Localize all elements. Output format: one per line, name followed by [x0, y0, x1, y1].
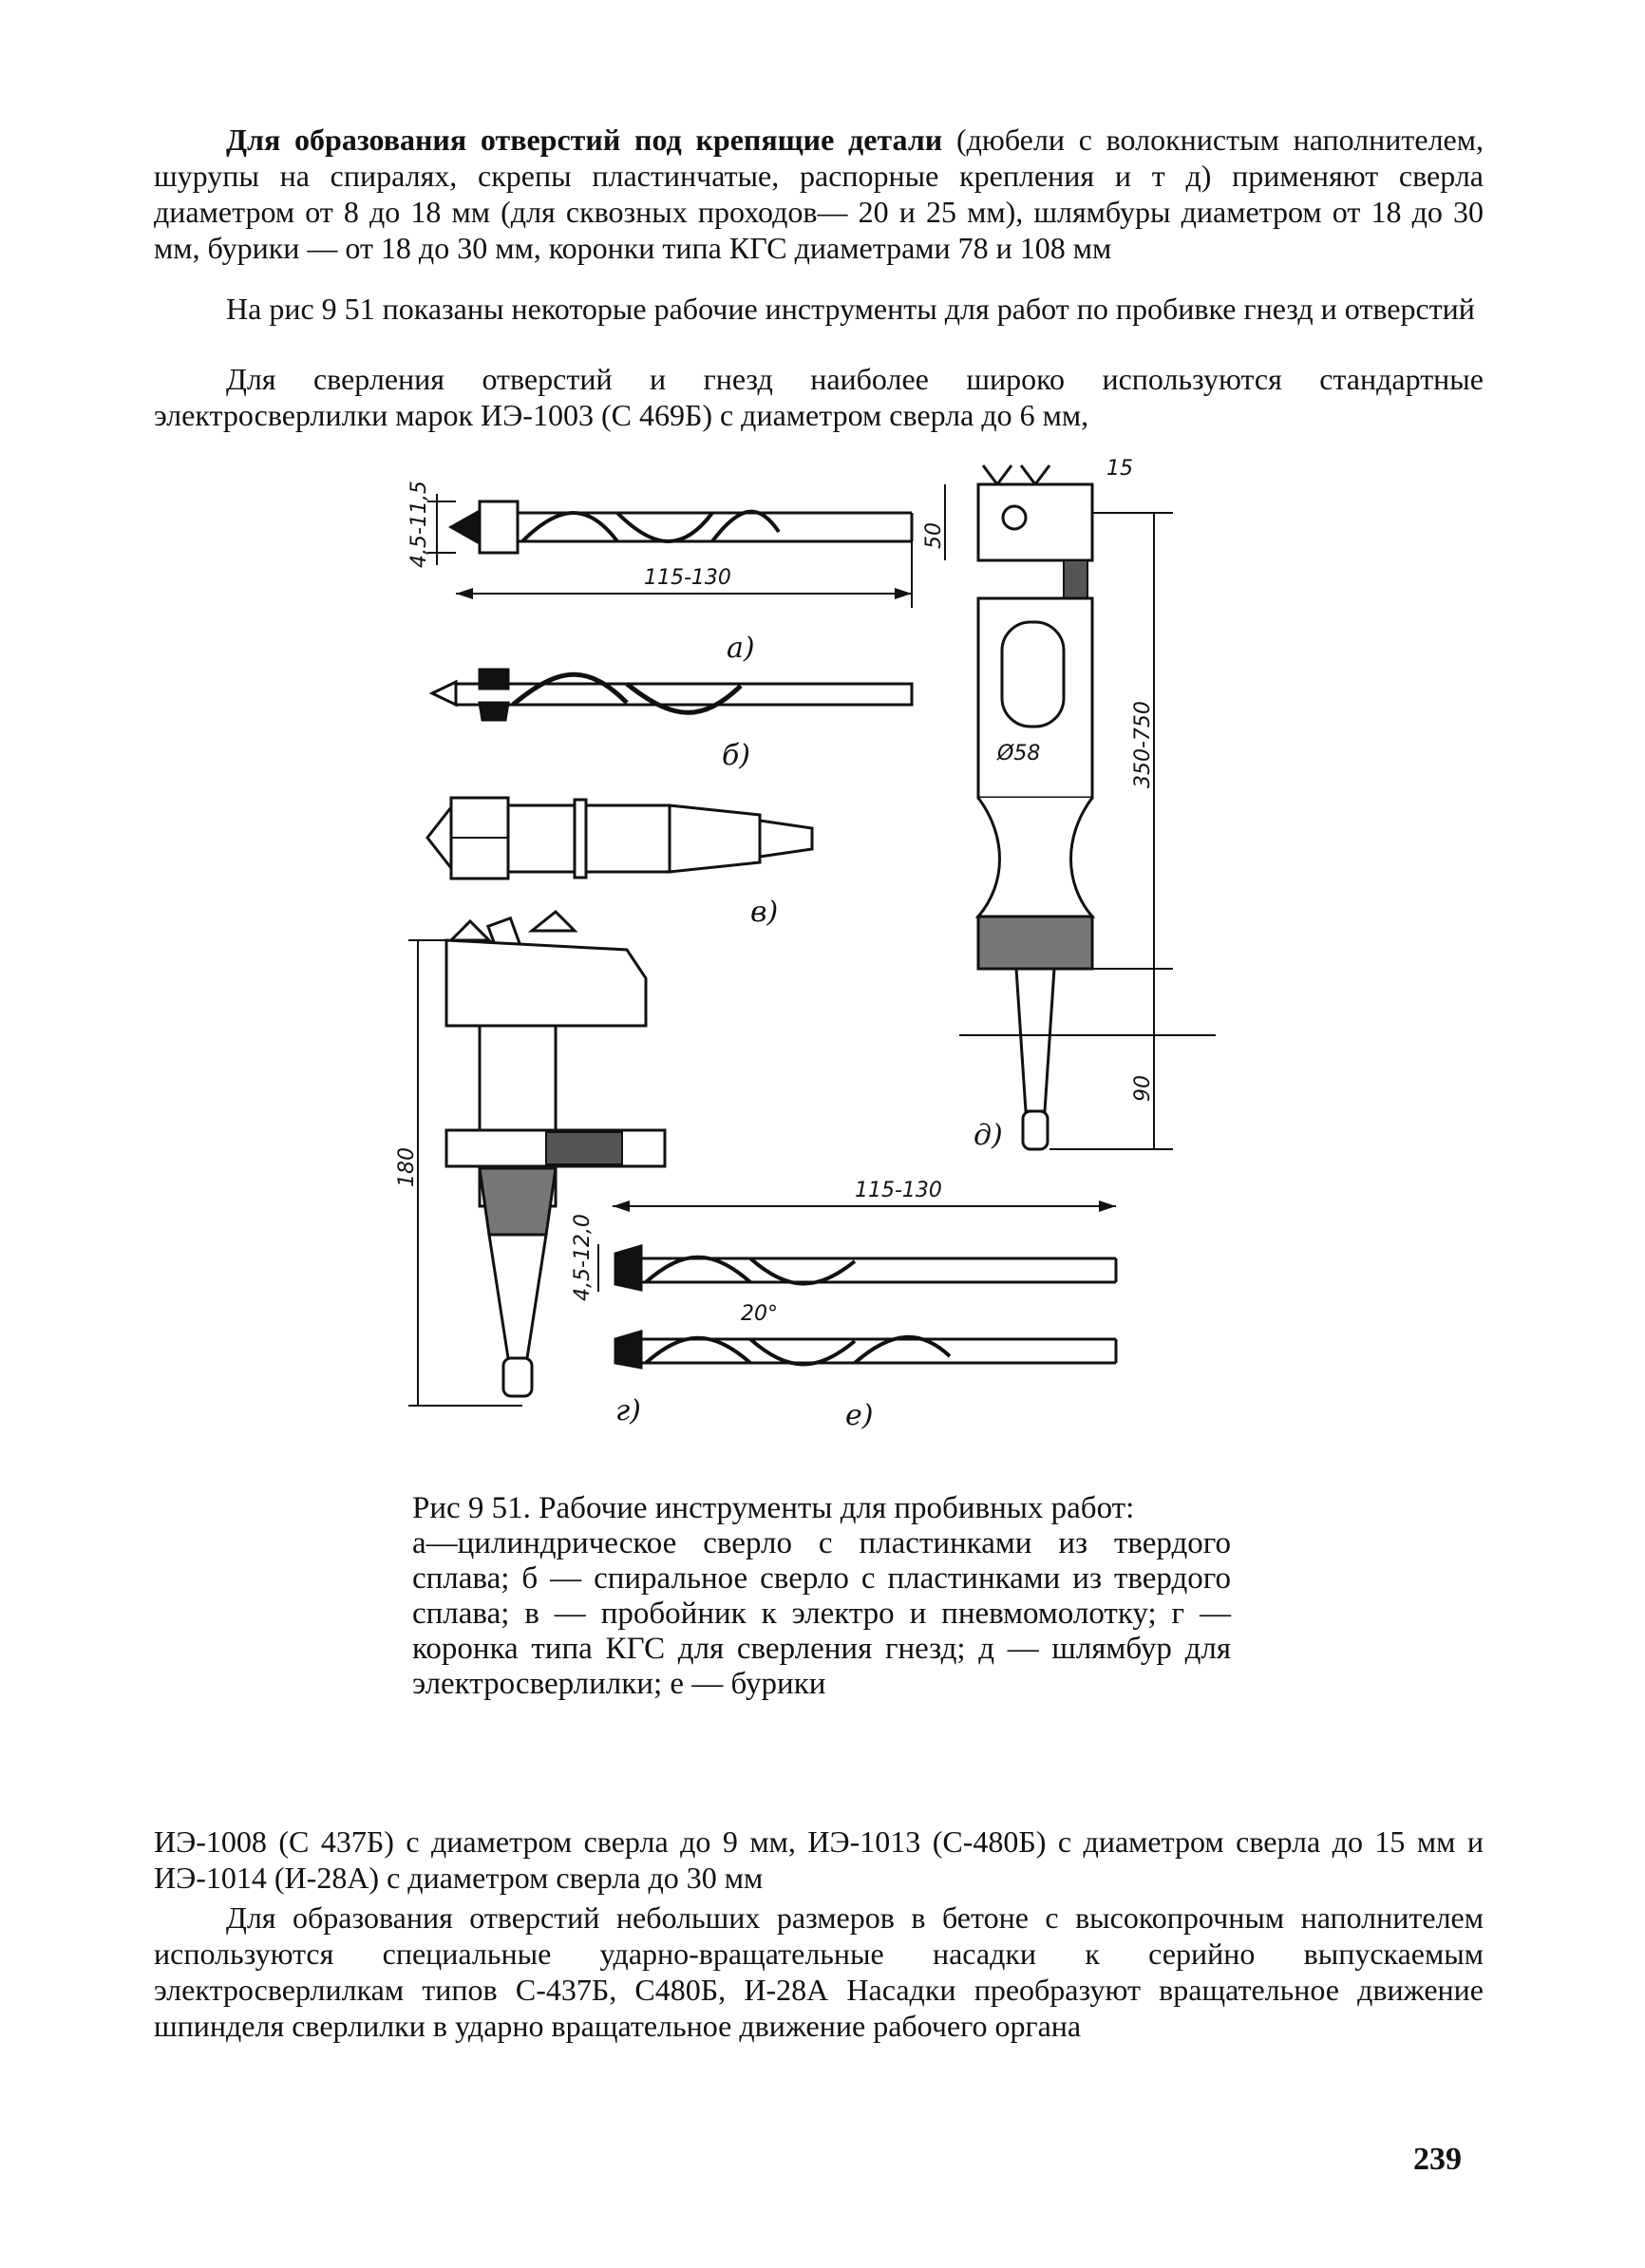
- drill-b: [432, 670, 912, 772]
- paragraph-4: ИЭ-1008 (С 437Б) с диаметром сверла до 9 мм, ИЭ-1013 (С-480Б) с диаметром сверла до 15 мм и ИЭ-1014 (И-28А) с диаметром сверла до 30 мм: [154, 1824, 1484, 1895]
- dim-e-angle: 20°: [741, 1302, 778, 1326]
- paragraph-5: Для образования отверстий небольших размеров в бетоне с высокопрочным наполнителем используются специальные ударно-вращательные насадки к серийно выпускаемым электросверлилкам типов С-437Б, С480Б, И-28А Насадки преобразуют вращательное движение шпинделя сверлилки в ударно вращательное движение рабочего органа: [154, 1900, 1484, 2043]
- dim-a-diameter: 4,5-11,5: [407, 481, 431, 568]
- dim-e-diameter: 4,5-12,0: [571, 1214, 595, 1301]
- caption-title: Рис 9 51. Рабочие инструменты для пробивных работ:: [412, 1491, 1135, 1525]
- label-e: е): [845, 1399, 874, 1432]
- drill-a: [407, 481, 912, 665]
- label-g: г): [615, 1394, 641, 1427]
- paragraph-1-lead: Для образования отверстий под крепящие детали: [226, 123, 943, 157]
- paragraph-2: На рис 9 51 показаны некоторые рабочие инструменты для работ по пробивке гнезд и отверстий: [226, 292, 1475, 326]
- label-v: в): [750, 896, 779, 929]
- page-number: 239: [1413, 2142, 1462, 2177]
- punch-v: [427, 798, 812, 929]
- dim-g-length: 180: [395, 1147, 419, 1187]
- paragraph-1-body: (дюбели с волокнистым наполнителем, шурупы на спиралях, скрепы пластинчатые, распорные крепления и т д) применяют сверла диаметром от 8 до 18 мм (для сквозных проходов— 20 и 25 мм), шлямбуры диаметром от 18 до 30 мм, бурики — от 18 до 30 мм, коронки типа КГС диаметрами 78 и 108 мм: [154, 123, 1484, 265]
- dim-e-length: 115-130: [855, 1179, 942, 1202]
- dim-a-length: 115-130: [644, 566, 731, 590]
- dim-d-shank: 90: [1131, 1075, 1155, 1102]
- dim-d-diameter: Ø58: [997, 742, 1041, 765]
- paragraph-3: Для сверления отверстий и гнезд наиболее широко используются стандартные электросверлилки марок ИЭ-1003 (С 469Б) с диаметром сверла до 6 мм,: [154, 362, 1484, 432]
- paragraph-1: [154, 122, 1484, 266]
- label-d: д): [974, 1119, 1003, 1152]
- dim-d-length: 350-750: [1131, 701, 1155, 788]
- dim-d-top: 15: [1106, 457, 1133, 481]
- label-b: б): [722, 739, 751, 772]
- figure-caption: [412, 1491, 1231, 1702]
- bits-e: [571, 1179, 1116, 1432]
- label-a: а): [727, 632, 755, 665]
- dim-d-mid: 50: [922, 522, 946, 549]
- caption-body: а—цилиндрическое сверло с пластинками из твердого сплава; б — спиральное сверло с пластинками из твердого сплава; в — пробойник к электро и пневмомолотку; г — коронка типа КГС для сверления гнезд; д — шлямбур для электросверлилки; е — бурики: [412, 1526, 1231, 1701]
- figure-9-51: [395, 446, 1254, 1472]
- shlyambur-d: [922, 457, 1216, 1152]
